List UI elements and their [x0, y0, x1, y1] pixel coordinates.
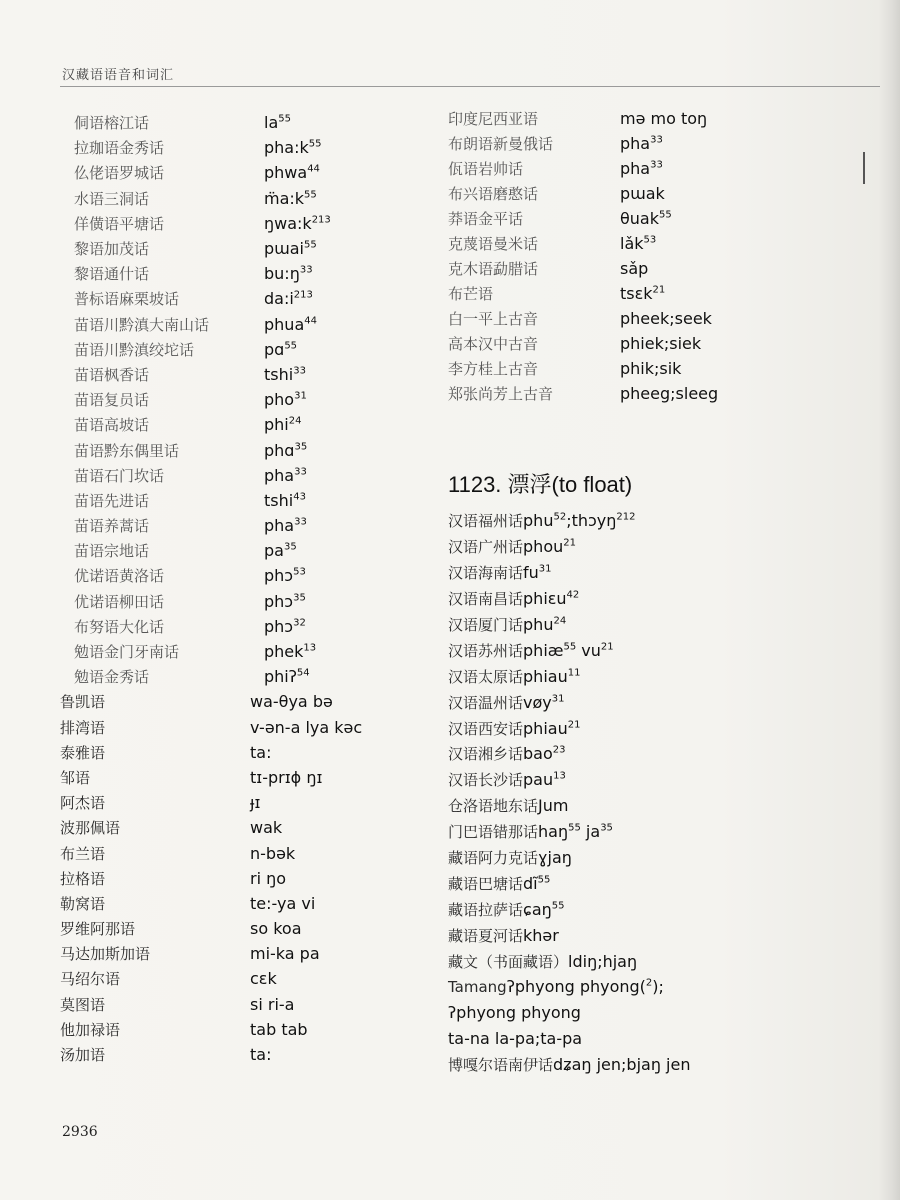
language-name: 布朗语新曼俄话	[448, 135, 554, 153]
entry-row	[448, 1000, 868, 1026]
entry-row	[448, 560, 868, 586]
right-word-list-top	[448, 106, 868, 406]
word-form: phi$^{24}$	[264, 415, 302, 435]
tone-number: 55	[278, 113, 291, 125]
entry-row	[448, 231, 868, 256]
entry-row	[448, 767, 868, 793]
entry-row	[448, 793, 868, 819]
word-form: wak	[250, 818, 283, 838]
word-form: tsɛk$^{21}$	[620, 284, 666, 303]
word-form: $pa^{35}$	[264, 541, 297, 561]
language-name: 苗语宗地话	[74, 542, 150, 561]
right-word-list-bottom	[448, 508, 868, 1078]
word-form: tab tab	[250, 1019, 308, 1039]
entry-row	[60, 790, 420, 815]
tone-number: 55	[659, 209, 672, 221]
tone-number: 33	[650, 159, 663, 171]
language-name: 博嘎尔语南伊话	[448, 1056, 554, 1075]
word-form: phu$^{24}$	[523, 615, 567, 634]
language-name: 勉语金秀话	[74, 668, 150, 687]
word-form: ta-na la-pa;ta-pa	[448, 1029, 583, 1049]
entry-row	[60, 614, 420, 639]
language-name: 藏文（书面藏语）	[448, 952, 569, 971]
entry-row	[448, 206, 868, 231]
entry-row	[60, 236, 420, 261]
word-form: $dĩ^{55}$	[523, 873, 551, 893]
language-name: 黎语通什话	[74, 265, 150, 284]
entry-row	[60, 664, 420, 689]
word-form: lǎk$^{53}$	[620, 234, 657, 253]
word-form: phɔ$^{32}$	[264, 616, 306, 636]
entry-row	[448, 131, 868, 156]
entry-row	[448, 381, 868, 406]
entry-row	[448, 306, 868, 331]
tone-number: 55	[304, 189, 317, 201]
language-name: 藏语阿力克话	[448, 849, 539, 868]
word-form: ta:	[250, 1045, 272, 1065]
word-form: phik;sik	[620, 359, 682, 378]
word-form: dʑaŋ jen;bjaŋ jen	[553, 1055, 691, 1075]
language-name: 黎语加茂话	[74, 240, 150, 259]
language-name: 藏语拉萨话	[448, 900, 524, 919]
word-form: pɯak	[620, 184, 665, 203]
word-form: phiɛu$^{42}$	[523, 589, 580, 609]
language-name: 莫图语	[60, 995, 106, 1014]
word-form: vøy$^{31}$	[523, 692, 565, 712]
language-name: 勒窝语	[60, 894, 106, 913]
tone-number: 24	[288, 416, 302, 428]
entry-row	[60, 463, 420, 488]
tone-number: 33	[650, 134, 663, 146]
language-name: 汉语海南话	[448, 564, 524, 583]
language-name: 罗维阿那语	[60, 920, 136, 939]
tone-number: 55	[304, 239, 317, 251]
language-name: 汉语福州话	[448, 512, 524, 531]
language-name: 苗语先进话	[74, 491, 150, 510]
entry-row	[60, 110, 420, 135]
language-name: 苗语养蒿话	[74, 517, 150, 536]
entry-row	[60, 186, 420, 211]
word-form: phiau$^{21}$	[523, 718, 581, 738]
word-form: tshi$^{43}$	[264, 490, 306, 510]
language-name: 拉珈语金秀话	[74, 139, 165, 158]
language-name: 苗语石门坎话	[74, 466, 165, 485]
language-name: 郑张尚芳上古音	[448, 385, 554, 403]
word-form: phua$^{44}$	[264, 314, 317, 334]
tone-number: 33	[294, 516, 307, 528]
word-form: phɔ$^{35}$	[264, 591, 306, 611]
word-form: pau$^{13}$	[523, 770, 566, 790]
entry-row	[448, 612, 868, 638]
entry-row	[448, 870, 868, 896]
tone-number: 53	[293, 567, 306, 579]
language-name: 苗语枫香话	[74, 365, 150, 384]
tone-number: 32	[293, 617, 306, 629]
entry-row	[60, 966, 420, 991]
tone-number: 35	[294, 441, 308, 453]
tone-number: 213	[311, 214, 331, 226]
word-form: phwa$^{44}$	[264, 163, 320, 183]
word-form: ʔphyong phyong($^2$);	[506, 977, 664, 997]
language-name: 苗语黔东偶里话	[74, 441, 180, 460]
word-form: te:-ya vi	[250, 893, 316, 913]
entry-row	[60, 563, 420, 588]
language-name: 布兰语	[60, 844, 106, 863]
tone-number: 213	[293, 290, 313, 302]
language-name: 高本汉中古音	[448, 335, 539, 353]
language-name: 克木语勐腊话	[448, 260, 539, 278]
word-form: khər	[523, 925, 559, 945]
word-form: phɔ$^{53}$	[264, 566, 306, 586]
language-name: 汉语南昌话	[448, 590, 524, 609]
language-name: 鲁凯语	[60, 693, 106, 712]
language-name: 克蔑语曼米话	[448, 235, 539, 253]
word-form: phiau$^{11}$	[523, 666, 581, 686]
tone-number: 33	[299, 264, 313, 276]
word-form: tɪ-prɪɸ ŋɪ	[250, 767, 323, 787]
entry-row	[448, 922, 868, 948]
language-name: 苗语高坡话	[74, 416, 150, 435]
word-form: sǎp	[620, 259, 649, 278]
word-form: phou$^{21}$	[523, 537, 576, 557]
entry-row	[448, 356, 868, 381]
entry-row	[60, 715, 420, 740]
language-name: 布芒语	[448, 285, 494, 303]
entry-row	[60, 160, 420, 185]
language-name: 布兴语磨憨话	[448, 185, 539, 203]
word-form: $la^{55}$	[264, 113, 291, 133]
entry-row	[60, 387, 420, 412]
language-name: 波那佩语	[60, 819, 121, 838]
language-name: 汤加语	[60, 1046, 106, 1065]
language-name: 佤语岩帅话	[448, 160, 524, 178]
entry-row	[448, 508, 868, 534]
entry-row	[448, 689, 868, 715]
tone-number: 13	[303, 642, 317, 654]
tone-number: 43	[293, 491, 306, 503]
entry-row	[60, 538, 420, 563]
tone-number: 35	[283, 541, 297, 553]
language-name: 莽语金平话	[448, 210, 524, 228]
entry-row	[60, 362, 420, 387]
language-name: 汉语湘乡话	[448, 745, 524, 764]
entry-row	[60, 815, 420, 840]
language-name: 汉语长沙话	[448, 771, 524, 790]
word-form: ɟɪ	[250, 793, 261, 813]
tone-number: 33	[294, 466, 307, 478]
entry-row	[60, 992, 420, 1017]
language-name: 泰雅语	[60, 743, 106, 762]
word-form: ɕaŋ$^{55}$	[523, 899, 565, 919]
language-name: 汉语西安话	[448, 719, 524, 738]
tone-number: 53	[643, 234, 657, 246]
tone-number: 55	[284, 340, 298, 352]
entry-row	[448, 845, 868, 871]
entry-row	[60, 513, 420, 538]
tone-number: 33	[293, 365, 306, 377]
word-form: $fu^{31}$	[523, 563, 552, 583]
tone-number: 44	[307, 164, 320, 176]
word-form: n-bək	[250, 843, 296, 863]
language-name: 仫佬语罗城话	[74, 164, 165, 183]
language-name: 马达加斯加语	[60, 945, 151, 964]
language-name: 汉语温州话	[448, 693, 524, 712]
entry-row	[60, 765, 420, 790]
word-form: pheeg;sleeg	[620, 384, 719, 403]
entry-row	[448, 948, 868, 974]
entry-row	[448, 586, 868, 612]
entry-row	[60, 286, 420, 311]
entry-row	[60, 916, 420, 941]
language-name: 优诺语柳田话	[74, 592, 165, 611]
entry-row	[448, 1052, 868, 1078]
word-form: $m̈a:k^{55}$	[264, 188, 317, 208]
entry-row	[448, 331, 868, 356]
word-form: v-ən-a lya kəc	[250, 717, 363, 737]
word-form: haŋ$^{55}$ $ja^{35}$	[538, 822, 613, 842]
entry-row	[448, 663, 868, 689]
entry-row	[448, 819, 868, 845]
language-name: 苗语川黔滇大南山话	[74, 315, 210, 334]
left-word-list	[60, 110, 420, 1067]
entry-row	[448, 974, 868, 1000]
entry-row	[448, 715, 868, 741]
word-form: pha$^{33}$	[264, 516, 307, 536]
entry-row	[60, 488, 420, 513]
language-name: 马绍尔语	[60, 970, 121, 989]
word-form: pɑ$^{55}$	[264, 339, 298, 359]
section-heading: 1123. 漂浮(to float)	[448, 472, 633, 497]
language-name: 水语三洞话	[74, 189, 150, 208]
language-name: 藏语巴塘话	[448, 874, 524, 893]
entry-row	[60, 312, 420, 337]
language-name: 他加禄语	[60, 1020, 121, 1039]
word-form: pheek;seek	[620, 309, 712, 328]
word-form: phu$^{52}$;thɔyŋ$^{212}$	[523, 511, 636, 531]
entry-row	[60, 941, 420, 966]
tone-number: 44	[304, 315, 317, 327]
entry-row	[60, 211, 420, 236]
word-form: pho$^{31}$	[264, 390, 307, 410]
word-form: ta:	[250, 742, 272, 762]
word-form: wa-θya bə	[250, 692, 333, 712]
word-form: tshi$^{33}$	[264, 364, 306, 384]
language-name: 藏语夏河话	[448, 926, 524, 945]
language-name: 汉语太原话	[448, 667, 524, 686]
word-form: pɯai$^{55}$	[264, 239, 317, 259]
entry-row	[60, 1042, 420, 1067]
language-name: 佯僙语平塘话	[74, 214, 165, 233]
page-edge-shadow	[878, 0, 900, 1200]
word-form: $bu:ŋ^{33}$	[264, 264, 313, 284]
word-form: $da:i^{213}$	[264, 289, 313, 309]
word-form: bao$^{23}$	[523, 744, 566, 764]
word-form: phiʔ$^{54}$	[264, 667, 310, 687]
word-form: cɛk	[250, 969, 277, 989]
word-form: pha$^{33}$	[264, 465, 307, 485]
page-number: 2936	[62, 1124, 98, 1140]
word-form: phek$^{13}$	[264, 642, 317, 662]
word-form: ɣjaŋ	[538, 848, 572, 868]
language-name: 拉格语	[60, 869, 106, 888]
language-name: Tamang	[448, 977, 507, 996]
language-name: 白一平上古音	[448, 310, 539, 328]
language-name: 仓洛语地东话	[448, 797, 539, 816]
language-name: 汉语苏州话	[448, 641, 524, 660]
word-form: phiek;siek	[620, 334, 702, 353]
word-form: ʔphyong phyong	[448, 1003, 581, 1023]
word-form: so koa	[250, 919, 302, 939]
entry-row	[60, 866, 420, 891]
entry-row	[448, 256, 868, 281]
entry-row	[448, 156, 868, 181]
entry-row	[448, 637, 868, 663]
entry-row	[60, 437, 420, 462]
language-name: 勉语金门牙南话	[74, 643, 180, 662]
entry-row	[448, 741, 868, 767]
language-name: 布努语大化话	[74, 617, 165, 636]
language-name: 李方桂上古音	[448, 360, 539, 378]
entry-row	[448, 106, 868, 131]
entry-row	[448, 896, 868, 922]
tone-number: 35	[293, 592, 306, 604]
word-form: $pha:k^{55}$	[264, 138, 322, 158]
language-name: 优诺语黄洛话	[74, 567, 165, 586]
language-name: 苗语复员话	[74, 391, 150, 410]
language-name: 侗语榕江话	[74, 114, 150, 133]
language-name: 印度尼西亚语	[448, 110, 539, 128]
entry-row	[60, 639, 420, 664]
language-name: 汉语厦门话	[448, 616, 524, 634]
word-form: mi-ka pa	[250, 944, 320, 964]
word-form: $ŋwa:k^{213}$	[264, 213, 331, 233]
entry-row	[60, 740, 420, 765]
tone-number: 21	[652, 284, 666, 296]
language-name: 普标语麻栗坡话	[74, 290, 180, 309]
entry-row	[60, 891, 420, 916]
language-name: 邹语	[60, 768, 91, 787]
tone-number: 55	[308, 138, 322, 150]
entry-row	[60, 589, 420, 614]
entry-row	[448, 281, 868, 306]
entry-row	[448, 534, 868, 560]
word-form: ldiŋ;hjaŋ	[568, 951, 638, 971]
running-head: 汉藏语语音和词汇	[62, 68, 175, 83]
word-form: si ri-a	[250, 994, 295, 1014]
word-form: mə mo toŋ	[620, 109, 708, 128]
word-form: θuak$^{55}$	[620, 209, 672, 228]
word-form: phɑ$^{35}$	[264, 440, 308, 460]
language-name: 门巴语错那话	[448, 823, 539, 842]
entry-row	[60, 261, 420, 286]
language-name: 阿杰语	[60, 794, 106, 813]
entry-row	[60, 689, 420, 714]
word-form: pha$^{33}$	[620, 159, 663, 178]
entry-row	[60, 412, 420, 437]
language-name: 汉语广州话	[448, 538, 524, 557]
entry-row	[60, 1017, 420, 1042]
entry-row	[60, 135, 420, 160]
entry-row	[60, 840, 420, 865]
entry-row	[448, 1026, 868, 1052]
language-name: 苗语川黔滇绞坨话	[74, 340, 195, 359]
entry-row	[448, 181, 868, 206]
word-form: Jum	[538, 796, 569, 816]
tone-number: 31	[294, 390, 307, 402]
word-form: ri ŋo	[250, 868, 287, 888]
tone-number: 54	[296, 667, 310, 679]
word-form: phiæ$^{55}$ $vu^{21}$	[523, 640, 614, 660]
header-rule	[60, 86, 880, 87]
word-form: pha$^{33}$	[620, 134, 663, 153]
entry-row	[60, 337, 420, 362]
language-name: 排湾语	[60, 718, 106, 737]
